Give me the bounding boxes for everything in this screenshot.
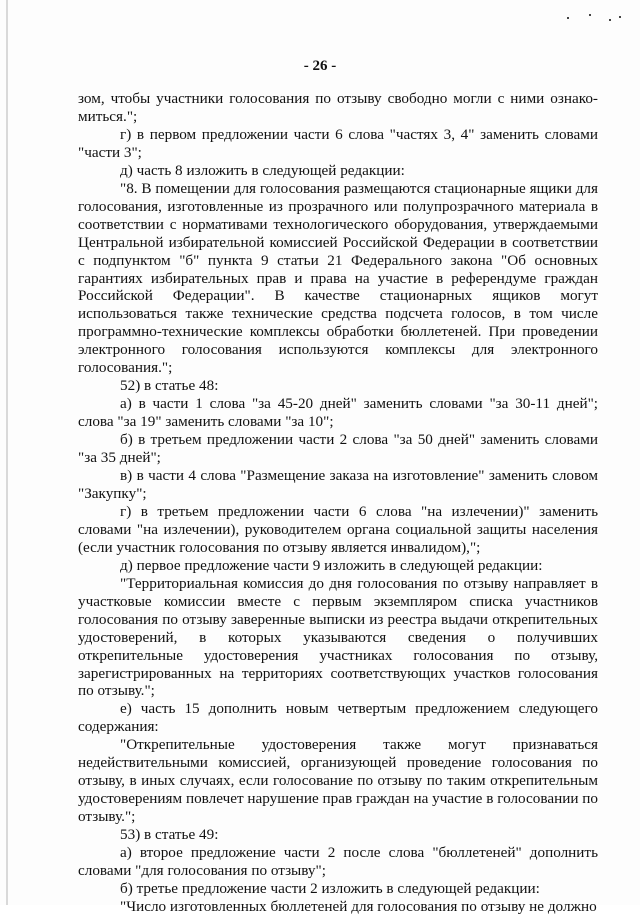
paragraph: б) третье предложение части 2 изложить в следующей редакции: [120,879,540,897]
paragraph: е) часть 15 дополнить новым четвертым предложением следующего содержания: [78,700,598,736]
paragraph: д) часть 8 изложить в следующей редакции: [120,161,405,179]
paragraph: "Число изготовленных бюллетеней для голосования по отзыву не должно [120,897,597,915]
scan-marks [565,14,625,24]
paragraph: г) в первом предложении части 6 слова "частях 3, 4" заменить словами "части 3"; [78,125,598,161]
paragraph: б) в третьем предложении части 2 слова "за 50 дней" заменить словами "за 35 дней"; [78,431,598,467]
paragraph: "Территориальная комиссия до дня голосования по отзыву направляет в участковые комиссии вместе с первым экземпляром списка участников голосования по отзыву заверенные выписки из реестра выдачи открепительных удостоверений, в которых указываются сведения о получивших открепительные удостоверения участниках голосования по отзыву, зарегистрированных на территориях соответствующих участков голосования по отзыву."; [78,574,598,700]
paragraph: г) в третьем предложении части 6 слова "на излечении)" заменить словами "на излечении), руководителем органа социальной защиты населения (если участник голосования по отзыву является инвалидом),"; [78,502,598,556]
paragraph: д) первое предложение части 9 изложить в следующей редакции: [120,556,543,574]
paragraph: а) в части 1 слова "за 45-20 дней" заменить словами "за 30-11 дней"; слова "за 19" заменить словами "за 10"; [78,395,598,431]
document-body [78,90,598,916]
paragraph: "Открепительные удостоверения также могут признаваться недействительными комиссией, организующей проведение голосования по отзыву, в иных случаях, если голосование по отзыву по таким открепительным удостоверениям повлечет нарушение прав граждан на участие в голосовании по отзыву."; [78,736,598,826]
paragraph: в) в части 4 слова "Размещение заказа на изготовление" заменить словом "Закупку"; [78,467,598,502]
paragraph: зом, чтобы участники голосования по отзыву свободно могли с ними ознако-миться."; [78,90,598,125]
scan-edge-line [6,0,8,905]
paragraph: а) второе предложение части 2 после слова "бюллетеней" дополнить словами "для голосования по отзыву"; [78,844,598,879]
paragraph: "8. В помещении для голосования размещаются стационарные ящики для голосования, изготовленные из прозрачного или полупрозрачного материала в соответствии с нормативами технологического оборудования, утверждаемыми Центральной избирательной комиссией Российской Федерации в соответствии с подпунктом "б" пункта 9 статьи 21 Федерального закона "Об основных гарантиях избирательных прав и права на участие в референдуме граждан Российской Федерации". В качестве стационарных ящиков могут использоваться также технические средства подсчета голосов, в том числе программно-технические комплексы обработки бюллетеней. При проведении электронного голосования используются комплексы для электронного голосования."; [78,179,598,377]
page-number: - 26 - [303,58,337,74]
paragraph: 53) в статье 49: [120,826,219,844]
paragraph: 52) в статье 48: [120,377,219,395]
